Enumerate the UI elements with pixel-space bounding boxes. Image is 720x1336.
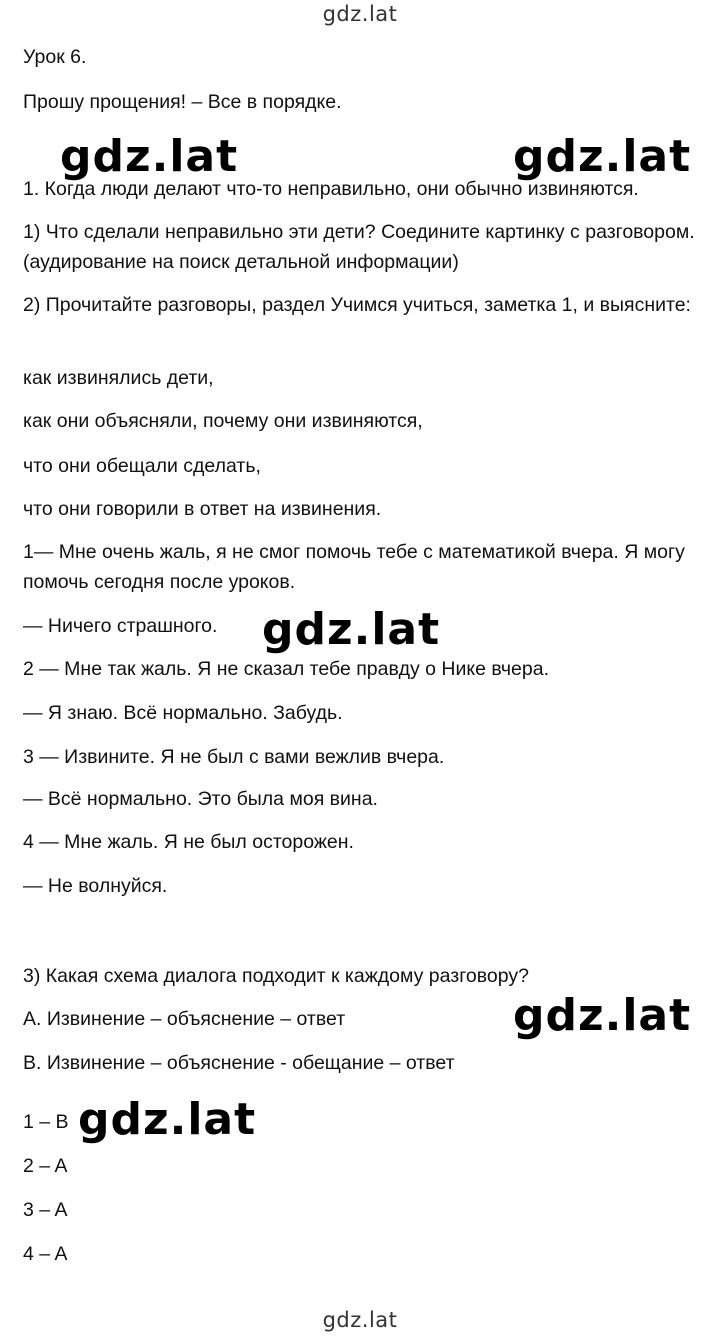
list-item: как извинялись дети, xyxy=(23,367,214,389)
scheme-item: B. Извинение – объяснение - обещание – ответ xyxy=(23,1052,455,1074)
answer-item: 4 – A xyxy=(23,1243,68,1265)
dialogue-line: 3 — Извините. Я не был с вами вежлив вчера. xyxy=(23,746,445,768)
dialogue-line: — Не волнуйся. xyxy=(23,875,168,897)
watermark: gdz.lat xyxy=(60,131,239,182)
question-2: 2) Прочитайте разговоры, раздел Учимся учиться, заметка 1, и выясните: xyxy=(23,294,691,316)
answer-item: 3 – A xyxy=(23,1199,68,1221)
watermark: gdz.lat xyxy=(513,990,692,1041)
dialogue-line: — Ничего страшного. xyxy=(23,615,218,637)
scheme-item: A. Извинение – объяснение – ответ xyxy=(23,1008,346,1030)
dialogue-line: — Всё нормально. Это была моя вина. xyxy=(23,788,378,810)
site-footer: gdz.lat xyxy=(322,1308,398,1332)
watermark: gdz.lat xyxy=(78,1094,257,1145)
task-1: 1. Когда люди делают что-то неправильно, они обычно извиняются. xyxy=(23,178,639,200)
lesson-subtitle: Прошу прощения! – Все в порядке. xyxy=(23,91,342,113)
site-header: gdz.lat xyxy=(322,2,398,26)
lesson-title: Урок 6. xyxy=(23,46,87,68)
answer-item: 2 – A xyxy=(23,1155,68,1177)
dialogue-line: — Я знаю. Всё нормально. Забудь. xyxy=(23,702,343,724)
list-item: как они объясняли, почему они извиняются, xyxy=(23,410,423,432)
question-3: 3) Какая схема диалога подходит к каждому разговору? xyxy=(23,965,529,987)
question-1: 1) Что сделали неправильно эти дети? Соедините картинку с разговором. (аудирование на поиск детальной информации) xyxy=(23,221,695,273)
dialogue-line: 1— Мне очень жаль, я не смог помочь тебе с математикой вчера. Я могу помочь сегодня после уроков. xyxy=(23,541,685,593)
watermark: gdz.lat xyxy=(262,604,441,655)
dialogue-line: 4 — Мне жаль. Я не был осторожен. xyxy=(23,831,354,853)
dialogue-line: 2 — Мне так жаль. Я не сказал тебе правду о Нике вчера. xyxy=(23,658,550,680)
watermark: gdz.lat xyxy=(513,131,692,182)
answer-item: 1 – B xyxy=(23,1111,69,1133)
list-item: что они обещали сделать, xyxy=(23,455,261,477)
list-item: что они говорили в ответ на извинения. xyxy=(23,498,382,520)
